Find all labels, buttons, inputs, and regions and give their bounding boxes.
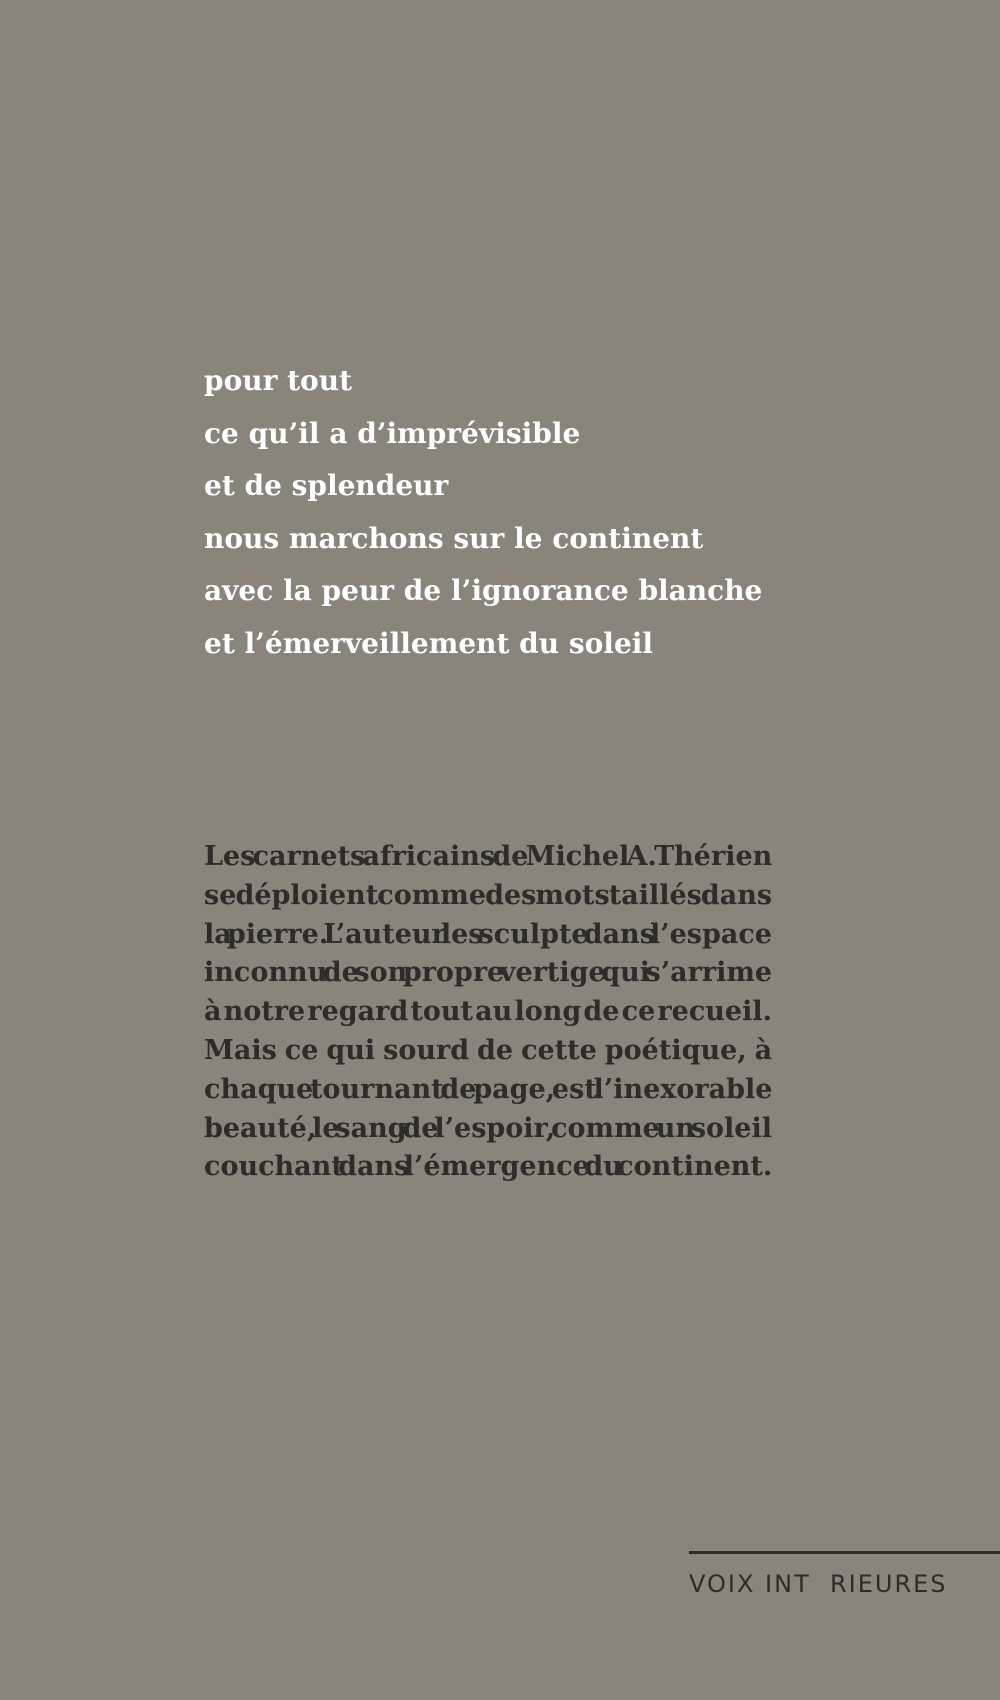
poem-excerpt bbox=[204, 355, 824, 670]
blurb-line: la pierre. L’auteur les sculpte dans l’espace bbox=[204, 918, 772, 950]
back-cover-blurb bbox=[204, 838, 772, 1187]
collection-name: VOIX INT RIEURES bbox=[689, 1570, 948, 1598]
poem-line: avec la peur de l’ignorance blanche bbox=[204, 574, 763, 607]
blurb-line: beauté, le sang de l’espoir, comme un soleil bbox=[204, 1112, 772, 1144]
blurb-line: se déploient comme des mots taillés dans bbox=[204, 879, 773, 911]
blurb-line: à notre regard tout au long de ce recueil. bbox=[204, 996, 772, 1028]
blurb-line: inconnu de son propre vertige qui s’arrime bbox=[204, 957, 773, 989]
poem-line: ce qu’il a d’imprévisible bbox=[204, 416, 581, 450]
poem-line: nous marchons sur le continent bbox=[204, 521, 704, 555]
collection-divider bbox=[689, 1551, 1000, 1554]
blurb-line: couchant dans l’émergence du continent. bbox=[204, 1151, 773, 1183]
blurb-line: chaque tournant de page, est l’inexorable bbox=[204, 1073, 773, 1105]
blurb-line: Mais ce qui sourd de cette poétique, à bbox=[204, 1034, 773, 1066]
poem-line: et l’émerveillement du soleil bbox=[204, 626, 654, 660]
blurb-line: Les carnets africains de Michel A. Thérien bbox=[204, 841, 773, 872]
poem-line: et de splendeur bbox=[204, 469, 449, 502]
poem-line: pour tout bbox=[204, 364, 353, 397]
